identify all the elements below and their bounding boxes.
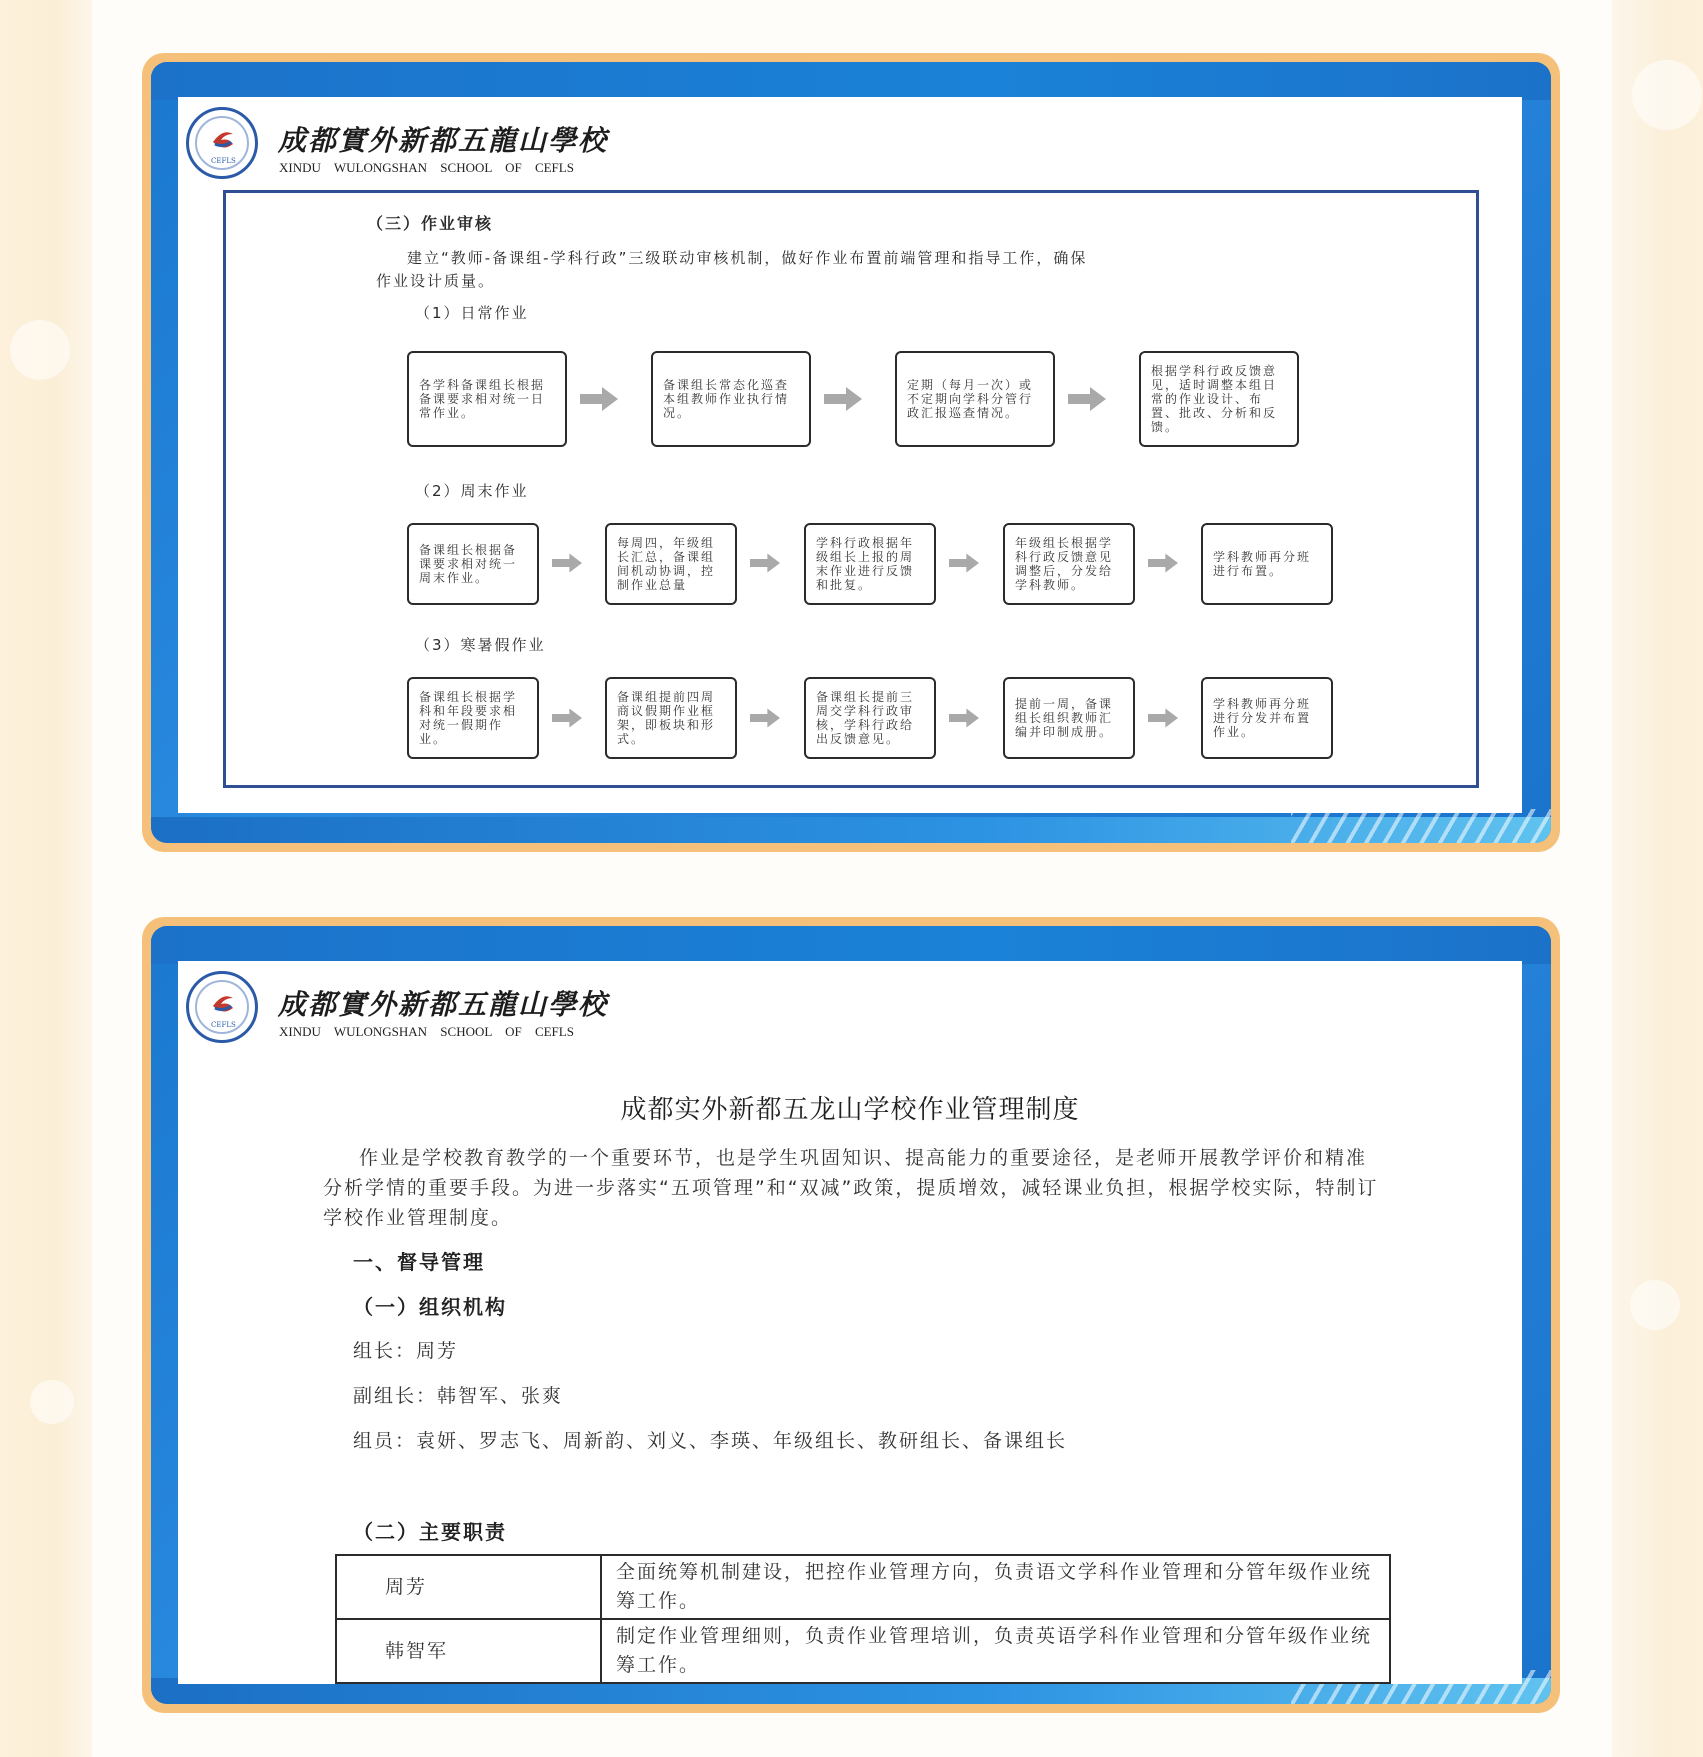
heading-supervision: 一、督导管理 — [353, 1250, 485, 1274]
document-page — [178, 961, 1522, 1684]
school-name-cn: 成都實外新都五龍山學校 — [278, 124, 609, 157]
leader-line: 组长：周芳 — [353, 1340, 459, 1362]
school-logo-icon: CEFLS — [186, 971, 258, 1043]
document-title: 成都实外新都五龙山学校作业管理制度 — [620, 1095, 1080, 1125]
daily-step-3: 定期（每月一次）或不定期向学科分管行政汇报巡查情况。 — [895, 351, 1055, 447]
weekend-step-5: 学科教师再分班进行布置。 — [1201, 523, 1333, 605]
slide-frame — [151, 62, 1551, 843]
arrow-right-icon — [750, 552, 788, 576]
weekend-step-2: 每周四，年级组长汇总，备课组间机动协调，控制作业总量 — [605, 523, 737, 605]
weekend-step-4: 年级组长根据学科行政反馈意见调整后，分发给学科教师。 — [1003, 523, 1135, 605]
daily-step-2: 备课组长常态化巡查本组教师作业执行情况。 — [651, 351, 811, 447]
document-page — [178, 97, 1522, 813]
holiday-step-5: 学科教师再分班进行分发并布置作业。 — [1201, 677, 1333, 759]
heading-duties: （二）主要职责 — [353, 1520, 507, 1544]
arrow-right-icon — [580, 387, 618, 411]
school-name-cn: 成都實外新都五龍山學校 — [278, 988, 609, 1021]
school-header — [186, 107, 686, 183]
section-title: （三）作业审核 — [367, 214, 494, 233]
weekend-step-1: 备课组长根据备课要求相对统一周末作业。 — [407, 523, 539, 605]
intro-line-2: 作业设计质量。 — [376, 272, 496, 290]
school-name-en: XINDU WULONGSHAN SCHOOL OF CEFLS — [279, 1024, 574, 1039]
duty-name: 周芳 — [336, 1555, 601, 1619]
left-margin-decoration — [0, 0, 92, 1757]
weekend-label: （2）周末作业 — [415, 482, 529, 500]
holiday-step-2: 备课组提前四周商议假期作业框架，即板块和形式。 — [605, 677, 737, 759]
slide-frame — [151, 926, 1551, 1704]
right-margin-decoration — [1612, 0, 1703, 1757]
duties-table — [335, 1554, 1391, 1684]
weekend-step-3: 学科行政根据年级组长上报的周末作业进行反馈和批复。 — [804, 523, 936, 605]
heading-organization: （一）组织机构 — [353, 1295, 507, 1319]
school-logo-icon: CEFLS — [186, 107, 258, 179]
holiday-step-3: 备课组长提前三周交学科行政审核，学科行政给出反馈意见。 — [804, 677, 936, 759]
slide-card-homework-policy — [142, 917, 1560, 1713]
arrow-right-icon — [1148, 552, 1186, 576]
daily-label: （1）日常作业 — [415, 304, 529, 322]
arrow-right-icon — [1068, 387, 1106, 411]
slide-card-homework-review — [142, 53, 1560, 852]
holiday-step-4: 提前一周，备课组长组织教师汇编并印制成册。 — [1003, 677, 1135, 759]
duty-name: 韩智军 — [336, 1619, 601, 1683]
holiday-label: （3）寒暑假作业 — [415, 636, 546, 654]
arrow-right-icon — [552, 552, 590, 576]
members-line: 组员：袁妍、罗志飞、周新韵、刘义、李瑛、年级组长、教研组长、备课组长 — [353, 1430, 1068, 1452]
arrow-right-icon — [552, 707, 590, 731]
arrow-right-icon — [824, 387, 862, 411]
intro-line-1: 建立“教师-备课组-学科行政”三级联动审核机制，做好作业布置前端管理和指导工作，确保 — [407, 249, 1088, 267]
table-row — [336, 1555, 1390, 1619]
arrow-right-icon — [949, 707, 987, 731]
decor-stripes — [1291, 809, 1551, 843]
arrow-right-icon — [750, 707, 788, 731]
intro-paragraph: 作业是学校教育教学的一个重要环节，也是学生巩固知识、提高能力的重要途径，是老师开展教学评价和精准分析学情的重要手段。为进一步落实“五项管理”和“双减”政策，提质增效，减轻课业负担，根据学校实际，特制订学校作业管理制度。 — [323, 1147, 1379, 1229]
holiday-step-1: 备课组长根据学科和年段要求相对统一假期作业。 — [407, 677, 539, 759]
daily-step-4: 根据学科行政反馈意见，适时调整本组日常的作业设计、布置、批改、分析和反馈。 — [1139, 351, 1299, 447]
duty-description: 全面统筹机制建设，把控作业管理方向，负责语文学科作业管理和分管年级作业统筹工作。 — [601, 1555, 1390, 1619]
deputy-line: 副组长：韩智军、张爽 — [353, 1385, 564, 1407]
school-header — [186, 971, 686, 1047]
duty-description: 制定作业管理细则，负责作业管理培训，负责英语学科作业管理和分管年级作业统筹工作。 — [601, 1619, 1390, 1683]
daily-step-1: 各学科备课组长根据备课要求相对统一日常作业。 — [407, 351, 567, 447]
arrow-right-icon — [1148, 707, 1186, 731]
school-name-en: XINDU WULONGSHAN SCHOOL OF CEFLS — [279, 160, 574, 175]
table-row — [336, 1619, 1390, 1683]
arrow-right-icon — [949, 552, 987, 576]
